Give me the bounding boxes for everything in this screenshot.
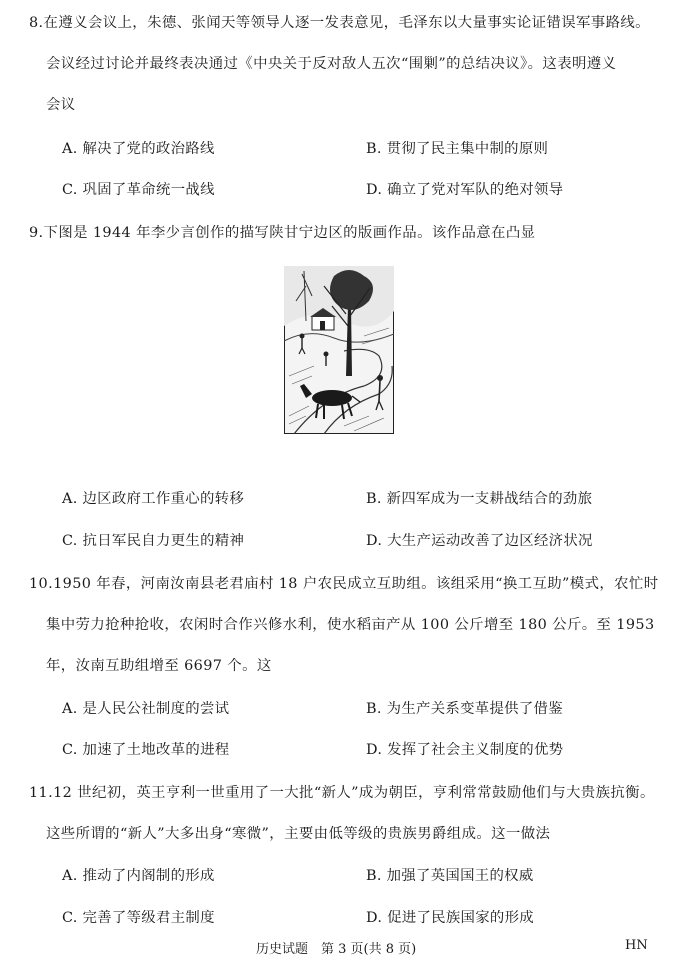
question-11-option-b: B. 加强了英国国王的权威 xyxy=(366,868,534,884)
woodcut-figure xyxy=(284,266,394,434)
question-10-line-1: 10.1950 年春，河南汝南县老君庙村 18 户农民成立互助组。该组采用“换工互助”模式，农忙时 xyxy=(29,576,659,592)
question-8-option-b: B. 贯彻了民主集中制的原则 xyxy=(366,141,549,157)
question-8-line-1: 8.在遵义会议上，朱德、张闻天等领导人逐一发表意见，毛泽东以大量事实论证错误军事路线。 xyxy=(29,15,650,31)
question-9-option-c: C. 抗日军民自力更生的精神 xyxy=(62,533,245,549)
question-8-option-a: A. 解决了党的政治路线 xyxy=(62,141,215,157)
question-9-line-1: 9.下图是 1944 年李少言创作的描写陕甘宁边区的版画作品。该作品意在凸显 xyxy=(29,225,536,241)
page-footer: 历史试题 第 3 页(共 8 页) xyxy=(256,942,417,957)
question-8-line-3: 会议 xyxy=(46,97,76,113)
question-9-option-d: D. 大生产运动改善了边区经济状况 xyxy=(366,533,593,549)
footer-code: HN xyxy=(625,938,648,953)
question-10-option-b: B. 为生产关系变革提供了借鉴 xyxy=(366,701,563,717)
question-9-option-a: A. 边区政府工作重心的转移 xyxy=(62,491,245,507)
question-9-option-b: B. 新四军成为一支耕战结合的劲旅 xyxy=(366,491,593,507)
question-8-line-2: 会议经过讨论并最终表决通过《中央关于反对敌人五次“围剿”的总结决议》。这表明遵义 xyxy=(46,56,617,72)
question-10-option-a: A. 是人民公社制度的尝试 xyxy=(62,701,230,717)
question-10-option-c: C. 加速了土地改革的进程 xyxy=(62,742,230,758)
question-11-option-c: C. 完善了等级君主制度 xyxy=(62,910,215,926)
question-8-option-d: D. 确立了党对军队的绝对领导 xyxy=(366,182,564,198)
question-10-option-d: D. 发挥了社会主义制度的优势 xyxy=(366,742,564,758)
question-10-line-2: 集中劳力抢种抢收，农闲时合作兴修水利，使水稻亩产从 100 公斤增至 180 公斤。至 1953 xyxy=(46,617,655,633)
question-8-option-c: C. 巩固了革命统一战线 xyxy=(62,182,215,198)
question-11-line-2: 这些所谓的“新人”大多出身“寒微”，主要由低等级的贵族男爵组成。这一做法 xyxy=(46,826,551,842)
question-10-line-3: 年，汝南互助组增至 6697 个。这 xyxy=(46,658,272,674)
question-11-option-a: A. 推动了内阁制的形成 xyxy=(62,868,215,884)
question-11-option-d: D. 促进了民族国家的形成 xyxy=(366,910,534,926)
question-11-line-1: 11.12 世纪初，英王亨利一世重用了一大批“新人”成为朝臣，亨利常常鼓励他们与大贵族抗衡。 xyxy=(29,785,655,801)
